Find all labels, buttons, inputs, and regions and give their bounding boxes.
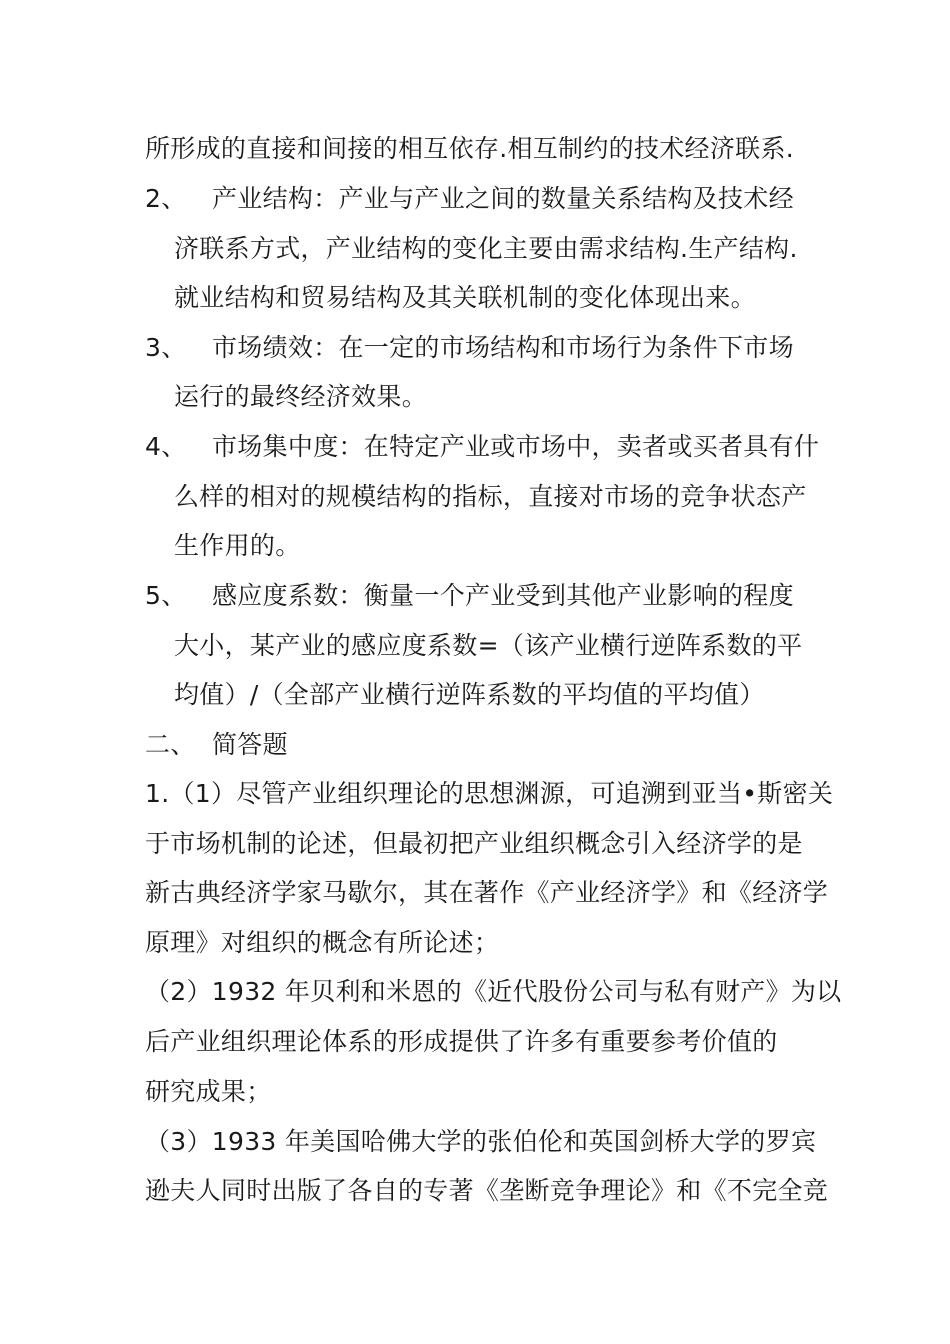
text-line: 市场绩效：在一定的市场结构和市场行为条件下市场	[212, 333, 794, 362]
list-number: 2、	[145, 184, 187, 213]
list-number: 3、	[145, 333, 187, 362]
text-line: 感应度系数：衡量一个产业受到其他产业影响的程度	[212, 581, 794, 610]
text-line: 运行的最终经济效果。	[174, 382, 428, 411]
list-number: 4、	[145, 432, 187, 461]
text-line: 于市场机制的论述，但最初把产业组织概念引入经济学的是	[145, 829, 803, 858]
section-heading: 简答题	[212, 730, 288, 759]
text-line: 研究成果；	[145, 1077, 272, 1106]
text-line: 么样的相对的规模结构的指标，直接对市场的竞争状态产	[174, 482, 807, 511]
text-line: 大小，某产业的感应度系数=（该产业横行逆阵系数的平	[174, 631, 803, 660]
text-line: （3）1933 年美国哈佛大学的张伯伦和英国剑桥大学的罗宾	[145, 1127, 817, 1156]
text-line: 所形成的直接和间接的相互依存.相互制约的技术经济联系.	[145, 134, 794, 163]
text-line: 逊夫人同时出版了各自的专著《垄断竞争理论》和《不完全竞	[145, 1176, 829, 1205]
text-line: 原理》对组织的概念有所论述；	[145, 928, 500, 957]
text-line: （2）1932 年贝利和米恩的《近代股份公司与私有财产》为以	[145, 977, 842, 1006]
text-line: 就业结构和贸易结构及其关联机制的变化体现出来。	[174, 283, 756, 312]
text-line: 均值）/（全部产业横行逆阵系数的平均值的平均值）	[174, 680, 765, 709]
text-line: 后产业组织理论体系的形成提供了许多有重要参考价值的	[145, 1027, 778, 1056]
text-line: 市场集中度：在特定产业或市场中，卖者或买者具有什	[212, 432, 820, 461]
section-number: 二、	[145, 730, 196, 759]
text-line: 济联系方式，产业结构的变化主要由需求结构.生产结构.	[174, 234, 798, 263]
text-line: 产业结构：产业与产业之间的数量关系结构及技术经	[212, 184, 794, 213]
list-number: 5、	[145, 581, 187, 610]
text-line: 1.（1）尽管产业组织理论的思想渊源，可追溯到亚当•斯密关	[145, 779, 834, 808]
text-line: 生作用的。	[174, 531, 301, 560]
text-line: 新古典经济学家马歇尔，其在著作《产业经济学》和《经济学	[145, 878, 829, 907]
